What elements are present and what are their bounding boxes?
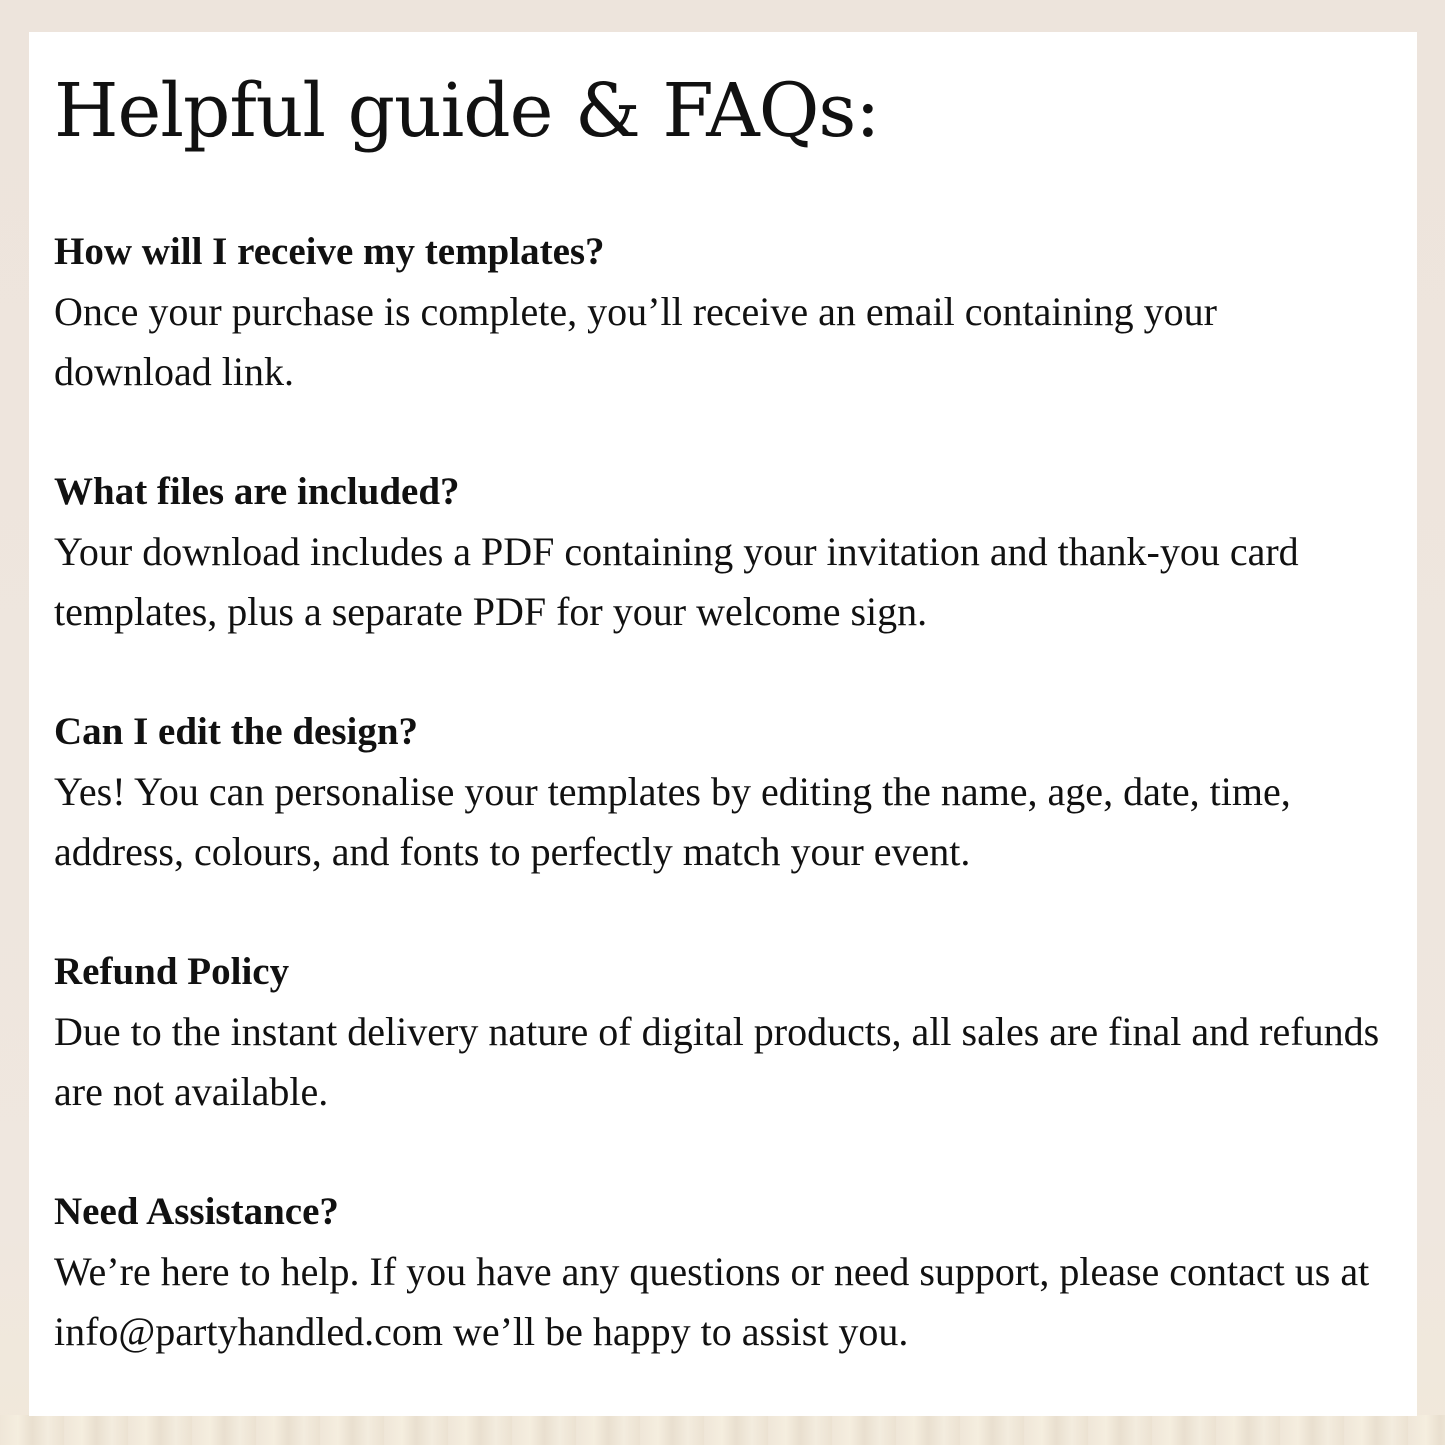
faq-card — [29, 32, 1417, 1416]
faq-answer: Due to the instant delivery nature of digital products, all sales are final and refunds are not available. — [54, 1009, 1380, 1114]
faq-question: Need Assistance? — [54, 1190, 339, 1233]
faq-item-need-assistance — [54, 1182, 1393, 1362]
faq-answer: Your download includes a PDF containing your invitation and thank-you card templates, plus a separate PDF for your welcome sign. — [54, 529, 1299, 634]
faq-item-edit-design — [54, 702, 1393, 882]
page-title: Helpful guide & FAQs: — [54, 68, 880, 154]
background-curtain-strip — [0, 1415, 1445, 1445]
faq-answer: We’re here to help. If you have any questions or need support, please contact us at info@partyhandled.com we’ll be happy to assist you. — [54, 1249, 1370, 1354]
faq-question: How will I receive my templates? — [54, 230, 605, 273]
faq-item-refund-policy — [54, 942, 1393, 1122]
faq-question: Can I edit the design? — [54, 710, 419, 753]
faq-item-receive-templates — [54, 222, 1393, 402]
faq-item-files-included — [54, 462, 1393, 642]
faq-answer: Yes! You can personalise your templates by editing the name, age, date, time, address, colours, and fonts to perfectly match your event. — [54, 769, 1291, 874]
faq-answer: Once your purchase is complete, you’ll receive an email containing your download link. — [54, 289, 1217, 394]
faq-list — [54, 222, 1393, 1362]
faq-question: Refund Policy — [54, 950, 290, 993]
faq-question: What files are included? — [54, 470, 460, 513]
